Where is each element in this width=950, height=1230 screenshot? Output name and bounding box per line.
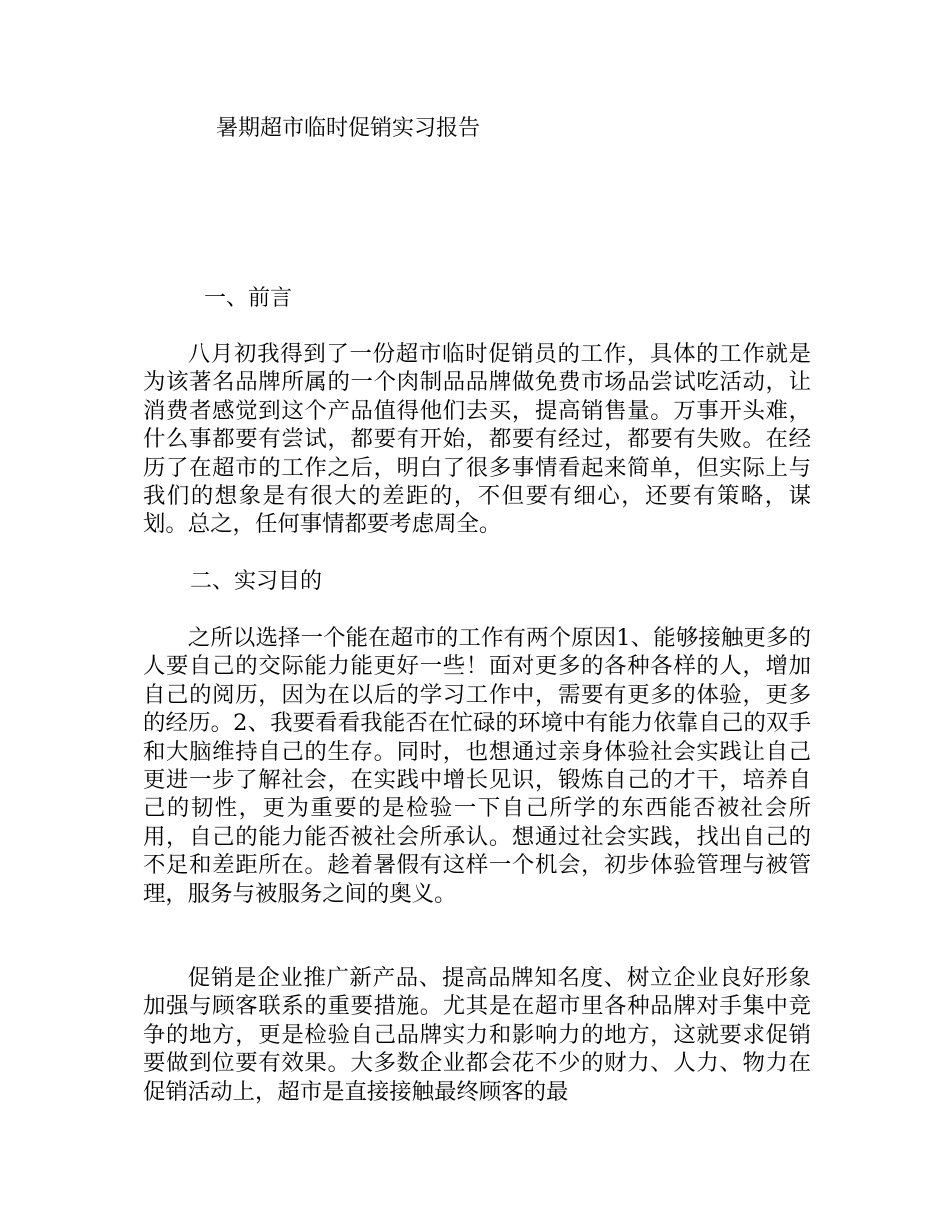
section-heading-purpose: 二、实习目的 [190, 569, 323, 594]
purpose-paragraph-2: 促销是企业推广新产品、提高品牌知名度、树立企业良好形象加强与顾客联系的重要措施。尤其是在超市里各种品牌对手集中竞争的地方，更是检验自己品牌实力和影响力的地方，这就要求促销要做到位要有效果。大多数企业都会花不少的财力、人力、物力在促销活动上，超市是直接接触最终顾客的最 [143, 965, 811, 1105]
preface-paragraph: 八月初我得到了一份超市临时促销员的工作，具体的工作就是为该著名品牌所属的一个肉制品品牌做免费市场品尝试吃活动，让消费者感觉到这个产品值得他们去买，提高销售量。万事开头难，什么事都要有尝试，都要有开始，都要有经过，都要有失败。在经历了在超市的工作之后，明白了很多事情看起来简单，但实际上与我们的想象是有很大的差距的，不但要有细心，还要有策略，谋划。总之，任何事情都要考虑周全。 [143, 341, 811, 538]
document-title: 暑期超市临时促销实习报告 [216, 116, 481, 141]
section-heading-preface: 一、前言 [204, 286, 293, 311]
purpose-paragraph-1: 之所以选择一个能在超市的工作有两个原因1、能够接触更多的人要自己的交际能力能更好一些！面对更多的各种各样的人，增加自己的阅历，因为在以后的学习工作中，需要有更多的体验，更多的经历。2、我要看看我能否在忙碌的环境中有能力依靠自己的双手和大脑维持自己的生存。同时，也想通过亲身体验社会实践让自己更进一步了解社会，在实践中增长见识，锻炼自己的才干，培养自己的韧性，更为重要的是检验一下自己所学的东西能否被社会所用，自己的能力能否被社会所承认。想通过社会实践，找出自己的不足和差距所在。趁着暑假有这样一个机会，初步体验管理与被管理，服务与被服务之间的奥义。 [143, 625, 811, 907]
